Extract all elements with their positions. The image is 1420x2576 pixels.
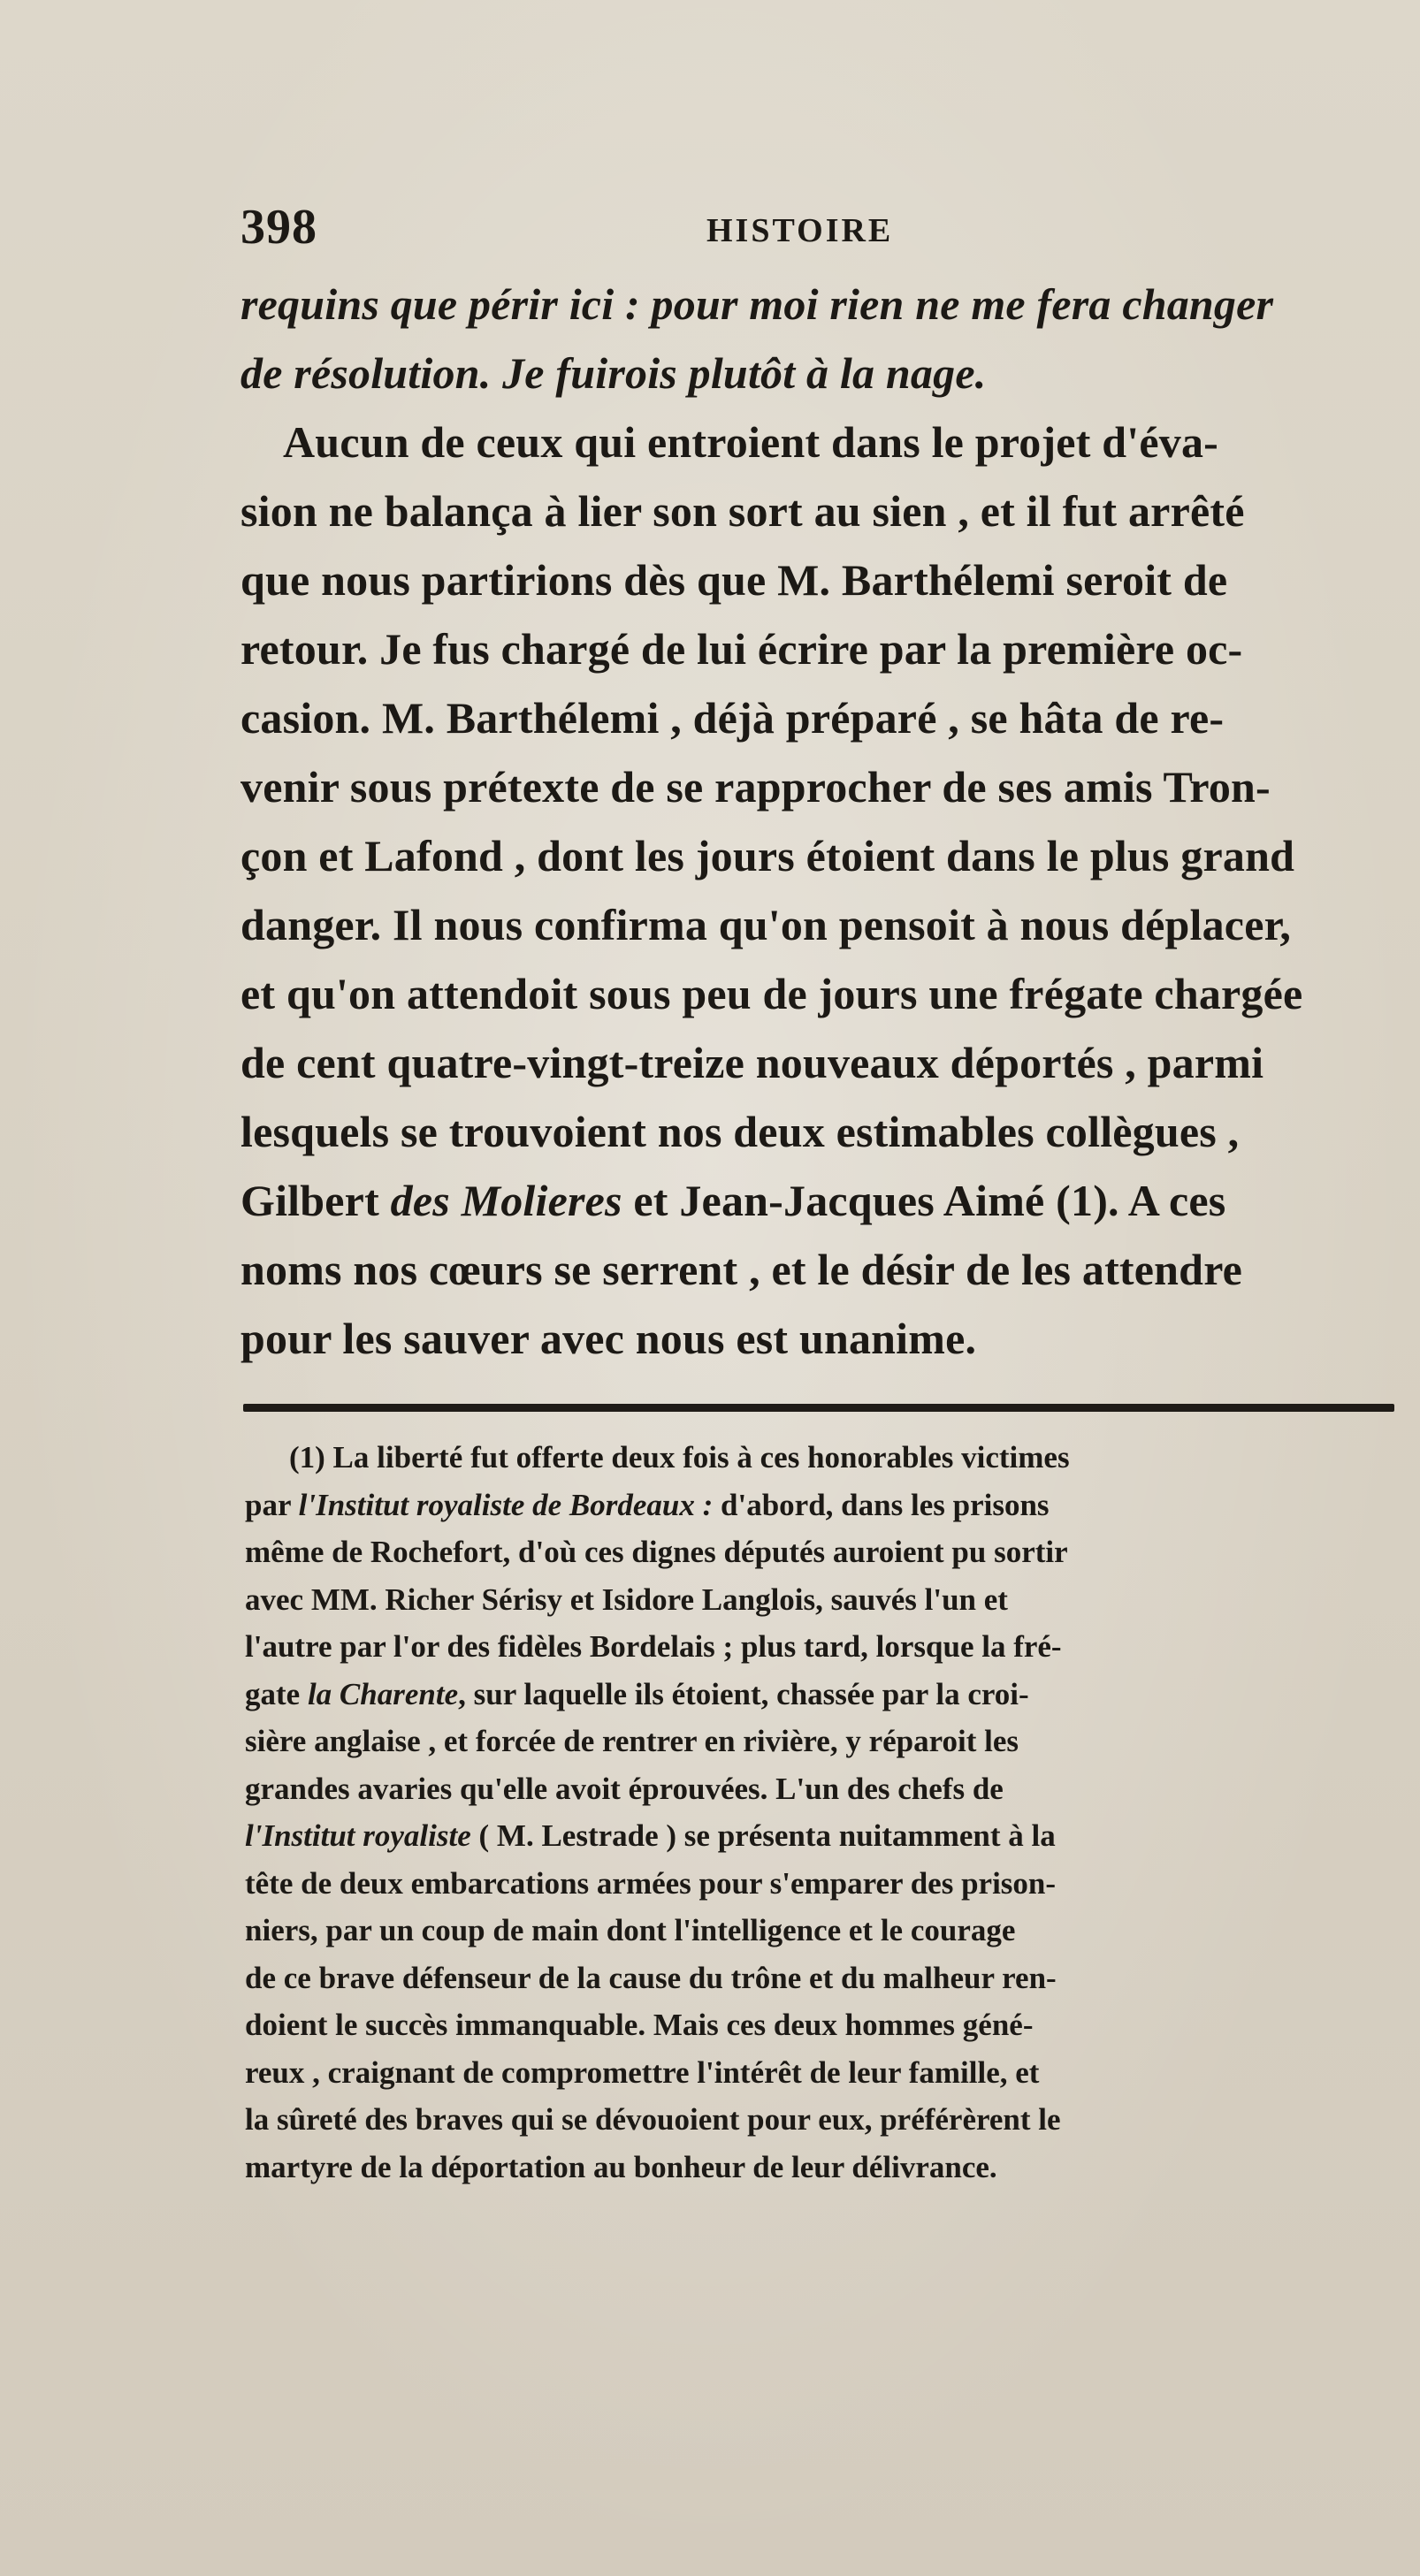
footnote-line: [245, 1623, 1394, 1671]
text-segment: par: [245, 1487, 299, 1522]
text-segment: la sûreté des braves qui se dévouoient pour eux, préférèrent le: [245, 2102, 1061, 2137]
text-line: [240, 890, 1390, 959]
text-segment: de ce brave défenseur de la cause du trône et du malheur ren-: [245, 1960, 1057, 1995]
footnote-line: [245, 1765, 1394, 1813]
text-line: [240, 1097, 1390, 1166]
main-text: [240, 270, 1390, 1373]
text-segment: reux , craignant de compromettre l'intérêt de leur famille, et: [245, 2054, 1040, 2090]
text-segment: venir sous prétexte de se rapprocher de ses amis Tron-: [240, 762, 1271, 812]
text-line: [240, 614, 1390, 683]
footnote-line: [245, 1955, 1394, 2002]
footnote-line: [245, 1671, 1394, 1719]
text-segment: l'autre par l'or des fidèles Bordelais ; plus tard, lorsque la fré-: [245, 1629, 1062, 1664]
italic-text-segment: l'Institut royaliste de Bordeaux :: [298, 1487, 714, 1522]
footnote-separator-rule: [243, 1404, 1394, 1412]
text-line: [240, 752, 1390, 821]
text-segment: tête de deux embarcations armées pour s'emparer des prison-: [245, 1865, 1057, 1901]
text-segment: même de Rochefort, d'où ces dignes députés auroient pu sortir: [245, 1535, 1068, 1569]
italic-text-segment: l'Institut royaliste: [245, 1818, 471, 1853]
footnote-line: [245, 2001, 1394, 2049]
text-segment: çon et Lafond , dont les jours étoient dans le plus grand: [240, 831, 1295, 880]
text-segment: doient le succès immanquable. Mais ces deux hommes géné-: [245, 2008, 1034, 2042]
text-segment: avec MM. Richer Sérisy et Isidore Langlois, sauvés l'un et: [245, 1581, 1008, 1617]
italic-text-segment: de résolution. Je fuirois plutôt à la nage.: [240, 348, 987, 398]
text-line: [240, 545, 1390, 614]
footnote-line: [245, 1528, 1394, 1576]
text-segment: sière anglaise , et forcée de rentrer en rivière, y réparoit les: [245, 1724, 1019, 1758]
text-line: [240, 408, 1390, 476]
footnote-line: [245, 1576, 1394, 1624]
page-header: [240, 199, 1390, 261]
text-line: [240, 821, 1390, 890]
text-segment: et Jean-Jacques Aimé (1). A ces: [622, 1176, 1226, 1225]
page-number: 398: [240, 200, 317, 255]
footnote-line: [245, 1482, 1394, 1529]
text-line: [240, 1166, 1390, 1235]
running-head: HISTOIRE: [706, 212, 894, 249]
text-segment: niers, par un coup de main dont l'intelligence et le courage: [245, 1913, 1016, 1947]
text-segment: de cent quatre-vingt-treize nouveaux déportés , parmi: [240, 1038, 1264, 1087]
text-segment: lesquels se trouvoient nos deux estimables collègues ,: [240, 1107, 1240, 1156]
text-segment: ( M. Lestrade ) se présenta nuitamment à la: [470, 1818, 1056, 1853]
footnote-block: [245, 1434, 1394, 2191]
text-segment: gate: [245, 1676, 308, 1711]
text-segment: Aucun de ceux qui entroient dans le projet d'éva-: [283, 417, 1218, 467]
text-segment: martyre de la déportation au bonheur de leur délivrance.: [245, 2149, 997, 2184]
italic-text-segment: requins que périr ici : pour moi rien ne me fera changer: [240, 279, 1274, 329]
text-segment: sion ne balança à lier son sort au sien , et il fut arrêté: [240, 486, 1245, 536]
text-segment: pour les sauver avec nous est unanime.: [240, 1314, 977, 1363]
text-segment: et qu'on attendoit sous peu de jours une frégate chargée: [240, 969, 1303, 1018]
text-segment: noms nos cœurs se serrent , et le désir de les attendre: [240, 1245, 1243, 1294]
text-segment: que nous partirions dès que M. Barthélemi seroit de: [240, 555, 1228, 605]
text-segment: grandes avaries qu'elle avoit éprouvées. L'un des chefs de: [245, 1771, 1004, 1806]
footnote-line: [245, 1434, 1394, 1482]
text-line: [240, 1028, 1390, 1097]
footnote-line: [245, 2144, 1394, 2191]
footnote-line: [245, 2049, 1394, 2097]
text-line: [240, 476, 1390, 545]
footnote-line: [245, 2096, 1394, 2144]
text-line: [240, 683, 1390, 752]
text-line: [240, 270, 1390, 339]
text-segment: , sur laquelle ils étoient, chassée par la croi-: [458, 1676, 1029, 1711]
italic-text-segment: des Molieres: [390, 1176, 622, 1225]
text-segment: Gilbert: [240, 1176, 391, 1225]
text-segment: d'abord, dans les prisons: [713, 1487, 1050, 1522]
italic-text-segment: la Charente: [307, 1676, 459, 1711]
text-line: [240, 1304, 1390, 1373]
footnote-line: [245, 1907, 1394, 1955]
text-segment: (1) La liberté fut offerte deux fois à ces honorables victimes: [289, 1440, 1070, 1475]
text-line: [240, 1235, 1390, 1304]
footnote-line: [245, 1718, 1394, 1765]
text-segment: casion. M. Barthélemi , déjà préparé , se hâta de re-: [240, 693, 1225, 743]
text-line: [240, 339, 1390, 408]
text-segment: retour. Je fus chargé de lui écrire par la première oc-: [240, 624, 1243, 674]
text-line: [240, 959, 1390, 1028]
footnote-line: [245, 1812, 1394, 1860]
text-segment: danger. Il nous confirma qu'on pensoit à nous déplacer,: [240, 900, 1292, 949]
footnote-line: [245, 1860, 1394, 1908]
